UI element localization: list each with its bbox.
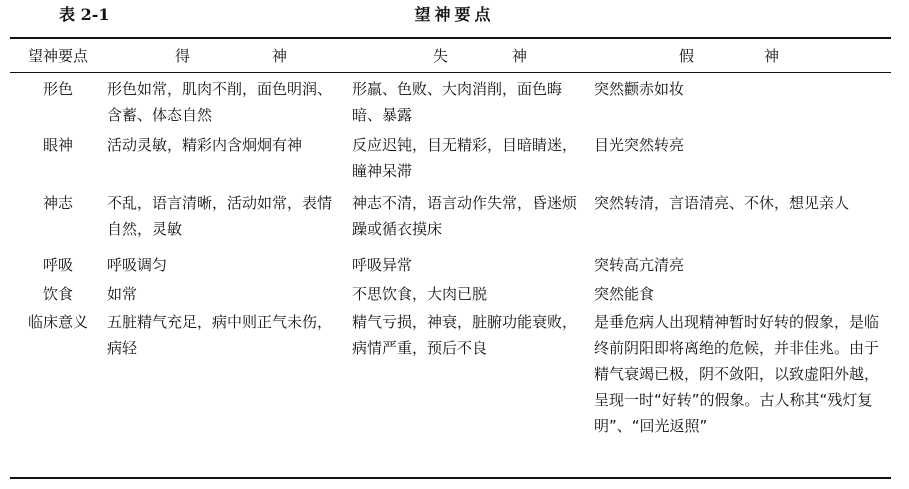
- cell-false-spirit: 突然转清，言语清亮、不休，想见亲人: [594, 194, 850, 212]
- row-name: 形色: [42, 80, 73, 98]
- header-gain-char-2: 神: [271, 47, 287, 65]
- header-false-char-1: 假: [679, 47, 695, 65]
- header-gain-spirit: [175, 44, 287, 68]
- cell-gain-spirit: 形色如常，肌肉不削，面色明润、含蓄、体态自然: [107, 80, 333, 124]
- header-loss-char-2: 神: [511, 47, 527, 65]
- table-header-rule: [10, 72, 891, 73]
- table-title: 望神要点: [414, 5, 495, 24]
- cell-loss-spirit: 呼吸异常: [352, 256, 413, 274]
- cell-loss-spirit: 精气亏损，神衰，脏腑功能衰败，病情严重，预后不良: [352, 313, 578, 357]
- row-name: 神志: [42, 194, 73, 212]
- cell-gain-spirit: 不乱，语言清晰，活动如常，表情自然，灵敏: [107, 194, 333, 238]
- cell-gain-spirit: 活动灵敏，精彩内含炯炯有神: [107, 136, 303, 154]
- header-loss-spirit: [433, 44, 527, 68]
- row-name: 临床意义: [27, 313, 88, 331]
- cell-gain-spirit: 五脏精气充足，病中则正气未伤，病轻: [107, 313, 333, 357]
- row-name: 饮食: [42, 285, 73, 303]
- header-false-char-2: 神: [763, 47, 779, 65]
- cell-gain-spirit: 呼吸调匀: [107, 256, 168, 274]
- header-false-spirit: [679, 44, 779, 68]
- cell-false-spirit: 突然能食: [594, 285, 655, 303]
- header-loss-char-1: 失: [433, 47, 449, 65]
- table-top-rule: [10, 37, 891, 39]
- cell-false-spirit: 突转高亢清亮: [594, 256, 685, 274]
- cell-loss-spirit: 形羸、色败、大肉消削，面色晦暗、暴露: [352, 80, 563, 124]
- row-name: 呼吸: [42, 256, 73, 274]
- table-bottom-rule: [10, 477, 891, 479]
- cell-loss-spirit: 反应迟钝，目无精彩，目暗睛迷，瞳神呆滞: [352, 136, 578, 180]
- row-name: 眼神: [42, 136, 73, 154]
- cell-false-spirit: 突然颧赤如妆: [594, 80, 685, 98]
- cell-false-spirit: 目光突然转亮: [594, 136, 685, 154]
- header-aspect: 望神要点: [27, 47, 88, 65]
- cell-false-spirit: 是垂危病人出现精神暂时好转的假象，是临终前阴阳即将离绝的危候，并非佳兆。由于精气衰竭已极，阴不敛阳，以致虚阳外越，呈现一时“好转”的假象。古人称其“残灯复明”、“回光返照”: [594, 313, 880, 435]
- header-gain-char-1: 得: [175, 47, 191, 65]
- cell-loss-spirit: 不思饮食，大肉已脱: [352, 285, 488, 303]
- cell-loss-spirit: 神志不清，语言动作失常，昏迷烦躁或循衣摸床: [352, 194, 578, 238]
- table-number: 表 2-1: [59, 5, 110, 24]
- cell-gain-spirit: 如常: [107, 285, 138, 303]
